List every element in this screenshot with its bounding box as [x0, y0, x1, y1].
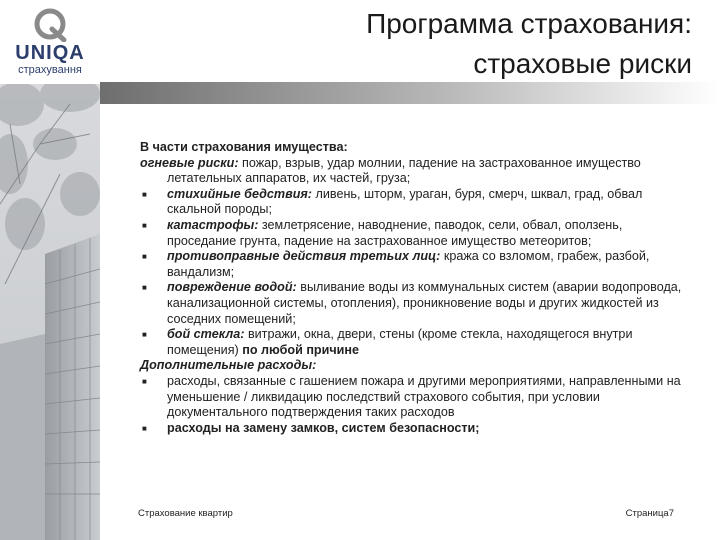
- bullet-icon: ■: [142, 330, 147, 340]
- fire-risks-text: пожар, взрыв, удар молнии, падение на застрахованное имущество летательных аппаратов, их частей, груза;: [167, 155, 641, 186]
- bullet-icon: ■: [142, 283, 147, 293]
- title-line-1: Программа страхования:: [366, 8, 692, 39]
- list-item-text: ливень, шторм, ураган, буря, смерч, шквал, град, обвал скальной породы;: [167, 186, 643, 217]
- list-item-text: землетрясение, наводнение, паводок, сели, обвал, оползень, проседание грунта, падение на застрахованное имущество метеоритов;: [167, 217, 623, 248]
- bullet-icon: ■: [142, 189, 147, 199]
- content: [140, 140, 685, 436]
- list-item-label: повреждение водой:: [167, 280, 297, 295]
- list-item-text: витражи, окна, двери, стены (кроме стекла, находящегося внутри помещения): [167, 327, 633, 357]
- list-item-label: противоправные действия третьих лиц:: [167, 249, 441, 264]
- bullet-icon: ■: [142, 423, 147, 433]
- list-item: [140, 374, 685, 421]
- list-item-text: расходы на замену замков, систем безопасности;: [167, 420, 480, 435]
- section-heading-extra: Дополнительные расходы:: [140, 358, 317, 373]
- list-item: [140, 421, 685, 437]
- section-heading-property: В части страхования имущества:: [140, 140, 348, 154]
- list-item: [140, 249, 685, 280]
- page-title: [366, 4, 692, 84]
- list-item: [140, 280, 685, 327]
- title-line-2: страховые риски: [473, 48, 692, 79]
- logo: [0, 0, 100, 84]
- fire-risks: [140, 156, 685, 187]
- list-item-text: расходы, связанные с гашением пожара и другими мероприятиями, направленными на уменьшение / ликвидацию последствий страхового события, при условии документального подтверждения таких расходов: [167, 373, 681, 420]
- list-item-label: бой стекла:: [167, 327, 245, 342]
- uniqa-emblem-icon: [30, 6, 70, 42]
- list-item-label: стихийные бедствия:: [167, 186, 313, 201]
- list-item-glass: [140, 327, 685, 358]
- footer-left: Страхование квартир: [138, 508, 233, 519]
- list-item-emphasis: по любой причине: [242, 342, 360, 357]
- list-item: [140, 187, 685, 218]
- logo-subtitle: страхування: [18, 64, 82, 76]
- bullet-icon: ■: [142, 252, 147, 262]
- page-number: Страница7: [625, 508, 674, 519]
- list-item: [140, 218, 685, 249]
- fire-risks-label: огневые риски:: [140, 155, 239, 170]
- bullet-icon: ■: [142, 376, 147, 386]
- bullet-icon: ■: [142, 220, 147, 230]
- list-item-text: выливание воды из коммунальных систем (аварии водопровода, канализационной системы, отопления), проникновение воды и других жидкостей из соседних помещений;: [167, 280, 682, 326]
- header-bar: [100, 82, 720, 104]
- side-photo: [0, 84, 100, 540]
- list-item-label: катастрофы:: [167, 217, 259, 232]
- list-item-text: кража со взломом, грабеж, разбой, вандализм;: [167, 249, 650, 279]
- logo-brand: UNIQA: [15, 42, 85, 64]
